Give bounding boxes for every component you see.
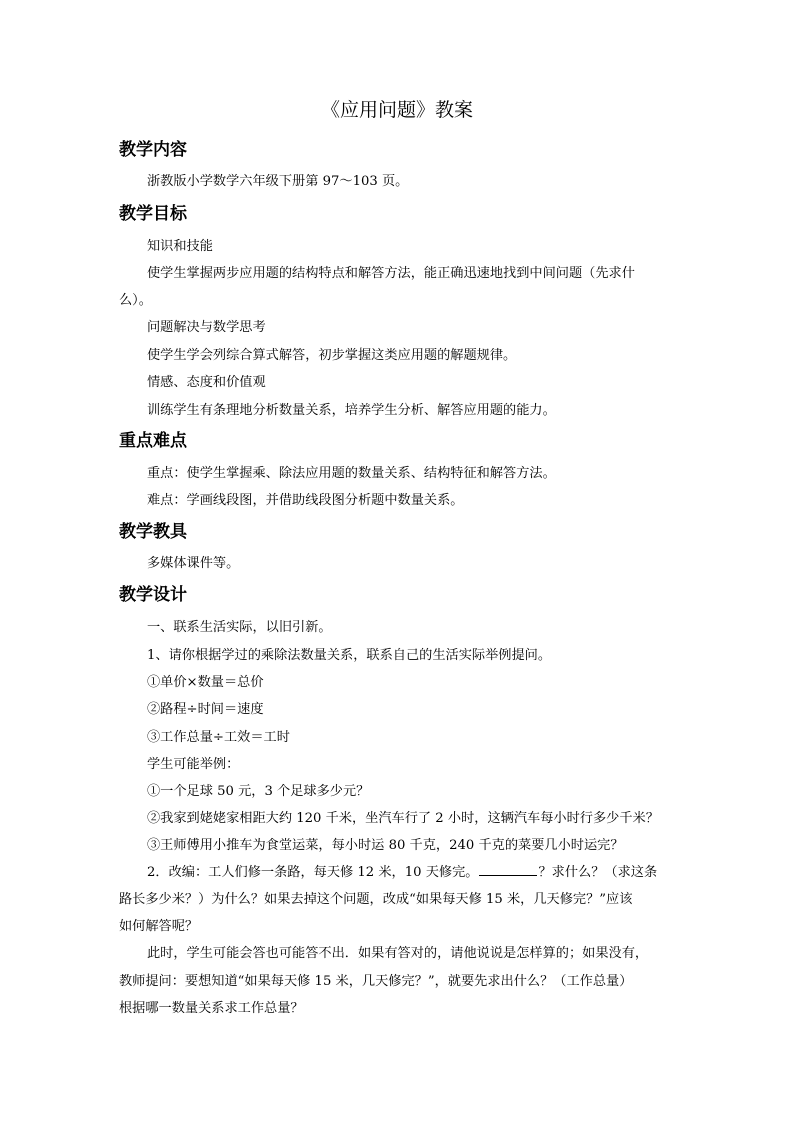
design-step-1: 一、联系生活实际，以旧引新。	[147, 620, 332, 635]
difficult-point-text: 难点：学画线段图，并借助线段图分析题中数量关系。	[147, 493, 464, 508]
goal-knowledge-text: 使学生掌握两步应用题的结构特点和解答方法，能正确迅速地找到中间问题（先求什	[147, 266, 635, 281]
formula-distance: ②路程÷时间＝速度	[147, 702, 264, 717]
design-paragraph: 此时，学生可能会答也可能答不出．如果有答对的，请他说说是怎样算的；如果没有，	[147, 946, 649, 961]
tools-text: 多媒体课件等。	[147, 556, 240, 571]
example-1: ①一个足球 50 元，3 个足球多少元？	[147, 784, 370, 799]
formula-unit-price: ①单价×数量＝总价	[147, 675, 264, 690]
heading-teaching-design: 教学设计	[119, 585, 187, 605]
design-paragraph-cont: 教师提问：要想知道“如果每天修 15 米，几天修完？”，就要先求出什么？（工作总量）	[119, 974, 633, 989]
goal-emotion-text: 训练学生有条理地分析数量关系，培养学生分析、解答应用题的能力。	[147, 403, 556, 418]
design-item-2-cont: 路长多少米？）为什么？如果去掉这个问题，改成“如果每天修 15 米，几天修完？”应该	[119, 892, 633, 907]
content-text: 浙教版小学数学六年级下册第 97～103 页。	[147, 174, 409, 189]
goal-thinking-label: 问题解决与数学思考	[147, 320, 266, 335]
goal-knowledge-text-cont: 么）。	[119, 293, 152, 308]
heading-teaching-content: 教学内容	[119, 140, 187, 160]
goal-thinking-text: 使学生学会列综合算式解答，初步掌握这类应用题的解题规律。	[147, 348, 517, 363]
design-item-2	[147, 863, 657, 883]
examples-label: 学生可能举例：	[147, 757, 240, 772]
heading-teaching-goals: 教学目标	[119, 204, 187, 224]
key-point-text: 重点：使学生掌握乘、除法应用题的数量关系、结构特征和解答方法。	[147, 466, 556, 481]
design-item-2-start: 2．改编：工人们修一条路，每天修 12 米，10 天修完。	[147, 865, 479, 880]
design-item-2-end: ？求什么？（求这条	[538, 865, 658, 880]
formula-work: ③工作总量÷工效＝工时	[147, 730, 290, 745]
example-3: ③王师傅用小推车为食堂运菜，每小时运 80 千克，240 千克的菜要几小时运完？	[147, 838, 624, 853]
document-title: 《应用问题》教案	[320, 99, 473, 121]
design-item-2-cont-2: 如何解答呢？	[119, 919, 199, 934]
fill-in-blank	[479, 863, 537, 876]
design-item-1: 1、请你根据学过的乘除法数量关系，联系自己的生活实际举例提问。	[147, 648, 552, 663]
heading-key-points: 重点难点	[119, 431, 187, 451]
goal-knowledge-label: 知识和技能	[147, 239, 213, 254]
heading-teaching-tools: 教学教具	[119, 522, 187, 542]
example-2: ②我家到姥姥家相距大约 120 千米，坐汽车行了 2 小时，这辆汽车每小时行多少千米？	[147, 811, 659, 826]
design-paragraph-cont-2: 根据哪一数量关系求工作总量？	[119, 1001, 304, 1016]
goal-emotion-label: 情感、态度和价值观	[147, 375, 266, 390]
